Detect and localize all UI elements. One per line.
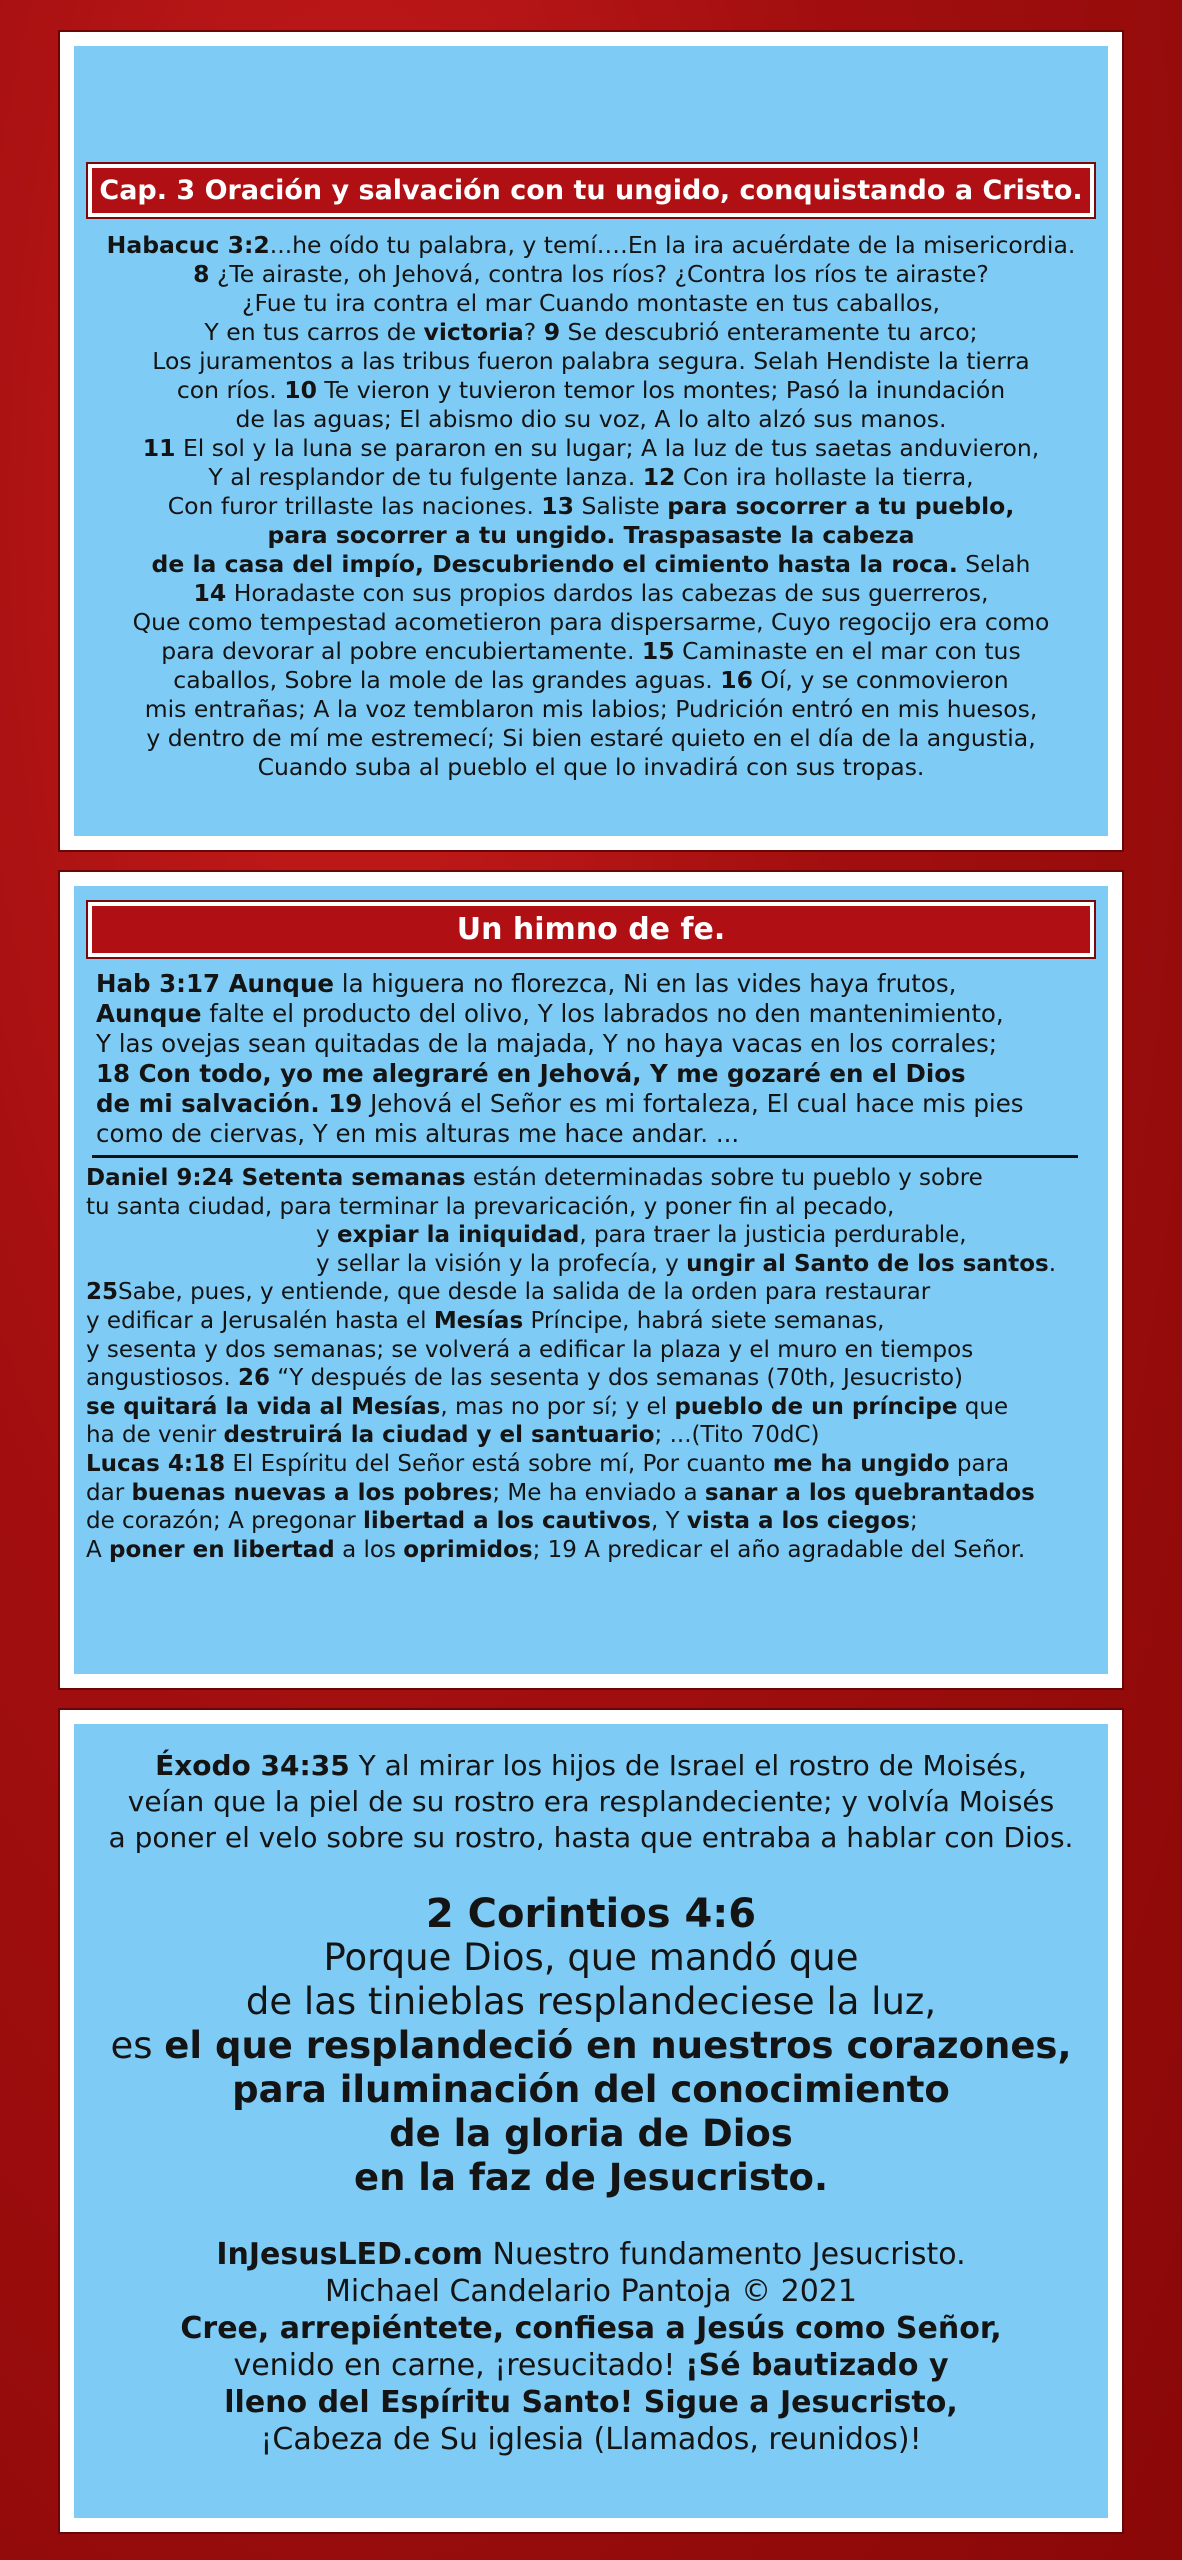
- text-span: venido en carne, ¡resucitado!: [233, 2348, 685, 2383]
- text-span: Y las ovejas sean quitadas de la majada, Y no haya vacas en los corrales;: [96, 1029, 997, 1058]
- text-line: [74, 2024, 1108, 2068]
- footer-credits: [74, 2236, 1108, 2458]
- text-line: [74, 434, 1108, 463]
- text-span: .: [1048, 1250, 1057, 1277]
- text-line: [74, 289, 1108, 318]
- daniel-lucas-verses: [86, 1164, 1108, 1564]
- habacuc-hymn-verses: [96, 969, 1108, 1149]
- chapter-banner: Cap. 3 Oración y salvación con tu ungido, conquistando a Cristo.: [88, 164, 1094, 217]
- bold-phrase: 25: [86, 1279, 119, 1306]
- bold-phrase: vista a los ciegos: [686, 1508, 910, 1535]
- text-span: Y al mirar los hijos de Israel el rostro de Moisés,: [349, 1749, 1027, 1782]
- text-line: [74, 579, 1108, 608]
- bold-phrase: ungir al Santo de los santos: [686, 1250, 1049, 1277]
- bold-phrase: 15: [641, 637, 675, 665]
- text-span: “Y después de las sesenta y dos semanas (70th, Jesucristo): [270, 1365, 964, 1392]
- text-span: Con furor trillaste las naciones.: [167, 492, 542, 520]
- text-span: , mas no por sí; y el: [440, 1393, 675, 1420]
- bold-phrase: Lucas 4:18: [86, 1450, 226, 1477]
- corintios-title: 2 Corintios 4:6: [425, 1891, 757, 1937]
- text-line: [74, 1748, 1108, 1784]
- text-span: Oí, y se conmovieron: [752, 666, 1009, 694]
- text-span: Con ira hollaste la tierra,: [675, 463, 974, 491]
- text-line: [86, 1536, 1108, 1565]
- text-line: [74, 1980, 1108, 2024]
- text-span: Michael Candelario Pantoja © 2021: [325, 2274, 857, 2309]
- text-line: [74, 521, 1108, 550]
- bold-phrase: me ha ungido: [772, 1450, 950, 1477]
- text-span: están determinadas sobre tu pueblo y sobre: [465, 1165, 983, 1191]
- bold-phrase: Hab 3:17 Aunque: [96, 969, 335, 998]
- text-span: Nuestro fundamento Jesucristo.: [483, 2237, 966, 2272]
- bold-phrase: Éxodo 34:35: [155, 1749, 350, 1782]
- bold-phrase: Daniel 9:24 Setenta semanas: [86, 1165, 466, 1191]
- corintios-verse: [74, 1892, 1108, 2200]
- bold-phrase: 11: [142, 434, 176, 462]
- text-line: [74, 1936, 1108, 1980]
- text-span: ; Me ha enviado a: [492, 1479, 705, 1506]
- bold-phrase: Mesías: [433, 1307, 524, 1334]
- text-span: ;: [910, 1508, 918, 1535]
- text-span: Se descubrió enteramente tu arco;: [560, 318, 978, 346]
- text-span: con ríos.: [176, 376, 285, 404]
- text-span: como de ciervas, Y en mis alturas me hace andar. ...: [96, 1119, 740, 1148]
- text-span: mis entrañas; A la voz temblaron mis labios; Pudrición entró en mis huesos,: [144, 695, 1038, 723]
- text-line: [74, 2068, 1108, 2112]
- bold-phrase: para socorrer a tu pueblo,: [667, 492, 1015, 520]
- bold-phrase: Aunque: [96, 999, 202, 1028]
- bold-phrase: 26: [237, 1365, 270, 1392]
- text-span: a los: [334, 1536, 404, 1563]
- text-span: y edificar a Jerusalén hasta el: [86, 1307, 434, 1334]
- bold-phrase: para iluminación del conocimiento: [232, 2068, 950, 2111]
- text-line: [86, 1221, 1108, 1250]
- text-line: [74, 376, 1108, 405]
- text-line: [74, 2347, 1108, 2384]
- text-line: [74, 492, 1108, 521]
- hymn-banner: Un himno de fe.: [88, 902, 1094, 957]
- text-span: , Y: [650, 1508, 687, 1535]
- text-span: a poner el velo sobre su rostro, hasta que entraba a hablar con Dios.: [108, 1821, 1074, 1854]
- bold-phrase: lleno del Espíritu Santo! Sigue a Jesucristo,: [224, 2385, 958, 2420]
- text-line: [86, 1336, 1108, 1365]
- verse-panel-himno: [60, 872, 1122, 1688]
- text-span: para devorar al pobre encubiertamente.: [161, 637, 642, 665]
- text-line: [74, 1820, 1108, 1856]
- text-line: [74, 695, 1108, 724]
- text-span: para: [949, 1450, 1010, 1477]
- corintios-text: [74, 1936, 1108, 2200]
- divider-line: [92, 1155, 1078, 1158]
- text-line: [86, 1193, 1108, 1222]
- bold-phrase: de la casa del impío, Descubriendo el cimiento hasta la roca.: [151, 550, 958, 578]
- text-span: ha de venir: [86, 1422, 224, 1449]
- text-span: Selah: [957, 550, 1031, 578]
- bold-phrase: destruirá la ciudad y el santuario: [223, 1422, 655, 1449]
- bold-phrase: para socorrer a tu ungido. Traspasaste la cabeza: [267, 521, 915, 549]
- bold-phrase: oprimidos: [403, 1536, 533, 1563]
- bold-phrase: 10: [284, 376, 317, 404]
- text-span: que: [957, 1393, 1009, 1420]
- text-span: caballos, Sobre la mole de las grandes aguas.: [173, 666, 721, 694]
- text-line: [74, 550, 1108, 579]
- text-line: [74, 347, 1108, 376]
- text-line: [86, 1393, 1108, 1422]
- text-line: [74, 637, 1108, 666]
- text-span: ; 19 A predicar el año agradable del Señor.: [532, 1536, 1026, 1563]
- text-span: de las tinieblas resplandeciese la luz,: [245, 1980, 937, 2023]
- text-line: [74, 666, 1108, 695]
- text-line: [74, 260, 1108, 289]
- text-span: El Espíritu del Señor está sobre mí, Por cuanto: [225, 1450, 773, 1477]
- text-span: Horadaste con sus propios dardos las cabezas de sus guerreros,: [226, 579, 989, 607]
- text-line: [74, 2273, 1108, 2310]
- bold-phrase: InJesusLED.com: [216, 2237, 484, 2272]
- bold-phrase: Cree, arrepiéntete, confiesa a Jesús como Señor,: [180, 2311, 1002, 2346]
- text-line: [86, 1364, 1108, 1393]
- bold-phrase: expiar la iniquidad: [336, 1222, 580, 1249]
- bold-phrase: de la gloria de Dios: [389, 2112, 793, 2155]
- bold-phrase: 8: [193, 260, 210, 288]
- text-span: Y al resplandor de tu fulgente lanza.: [208, 463, 643, 491]
- verse-panel-habacuc: [60, 32, 1122, 850]
- text-span: Que como tempestad acometieron para dispersarme, Cuyo regocijo era como: [132, 608, 1050, 636]
- text-span: falte el producto del olivo, Y los labrados no den mantenimiento,: [201, 999, 1004, 1028]
- text-line: [74, 318, 1108, 347]
- bold-phrase: se quitará la vida al Mesías: [86, 1393, 441, 1420]
- text-span: ?: [523, 318, 544, 346]
- bold-phrase: Habacuc 3:2: [106, 231, 270, 259]
- text-span: Jehová el Señor es mi fortaleza, El cual hace mis pies: [362, 1089, 1024, 1118]
- text-span: ¿Te airaste, oh Jehová, contra los ríos? ¿Contra los ríos te airaste?: [209, 260, 989, 288]
- text-span: veían que la piel de su rostro era resplandeciente; y volvía Moisés: [127, 1785, 1055, 1818]
- text-line: [74, 2236, 1108, 2273]
- text-span: tu santa ciudad, para terminar la prevaricación, y poner fin al pecado,: [86, 1193, 895, 1220]
- text-line: [96, 1089, 1108, 1119]
- text-line: [74, 2156, 1108, 2200]
- text-line: [86, 1421, 1108, 1450]
- bold-phrase: 9: [543, 318, 561, 346]
- text-line: [74, 405, 1108, 434]
- text-line: [86, 1507, 1108, 1536]
- bold-phrase: buenas nuevas a los pobres: [131, 1479, 493, 1506]
- text-line: [96, 969, 1108, 999]
- text-line: [96, 1059, 1108, 1089]
- text-span: y sellar la visión y la profecía, y: [316, 1250, 687, 1277]
- verse-panel-corintios: [60, 1710, 1122, 2532]
- bold-phrase: de mi salvación. 19: [96, 1089, 363, 1118]
- text-span: A: [86, 1536, 110, 1563]
- text-span: ...he oído tu palabra, y temí.…En la ira acuérdate de la misericordia.: [269, 231, 1076, 259]
- bold-phrase: 18 Con todo, yo me alegraré en Jehová, Y me gozaré en el Dios: [96, 1059, 966, 1088]
- text-line: [86, 1479, 1108, 1508]
- text-span: Caminaste en el mar con tus: [674, 637, 1021, 665]
- bold-phrase: 16: [720, 666, 753, 694]
- bold-phrase: libertad a los cautivos: [362, 1508, 651, 1535]
- text-line: [86, 1307, 1108, 1336]
- text-line: [86, 1450, 1108, 1479]
- text-line: [86, 1164, 1108, 1193]
- bold-phrase: en la faz de Jesucristo.: [353, 2156, 829, 2199]
- text-line: [74, 231, 1108, 260]
- bold-phrase: 12: [642, 463, 676, 491]
- text-span: angustiosos.: [86, 1365, 238, 1392]
- text-span: de las aguas; El abismo dio su voz, A lo alto alzó sus manos.: [235, 405, 947, 433]
- text-span: Te vieron y tuvieron temor los montes; Pasó la inundación: [316, 376, 1006, 404]
- bold-phrase: victoria: [423, 318, 524, 346]
- text-span: , para traer la justicia perdurable,: [579, 1222, 967, 1249]
- bold-phrase: pueblo de un príncipe: [674, 1393, 958, 1420]
- text-line: [74, 2384, 1108, 2421]
- text-line: [74, 463, 1108, 492]
- text-line: [74, 753, 1108, 782]
- text-span: ¡Cabeza de Su iglesia (Llamados, reunidos)!: [260, 2422, 922, 2457]
- text-span: ; ...(Tito 70dC): [654, 1422, 820, 1449]
- text-span: Y en tus carros de: [204, 318, 424, 346]
- text-span: Sabe, pues, y entiende, que desde la salida de la orden para restaurar: [118, 1279, 931, 1306]
- text-line: [74, 2310, 1108, 2347]
- exodo-verse: [74, 1748, 1108, 1856]
- text-span: Porque Dios, que mandó que: [323, 1936, 859, 1979]
- text-span: y: [316, 1222, 337, 1249]
- text-line: [96, 999, 1108, 1029]
- text-line: [74, 724, 1108, 753]
- text-span: ¿Fue tu ira contra el mar Cuando montaste en tus caballos,: [242, 289, 940, 317]
- text-span: El sol y la luna se pararon en su lugar; A la luz de tus saetas anduvieron,: [175, 434, 1040, 462]
- habacuc-verses: [74, 231, 1108, 782]
- text-line: [96, 1029, 1108, 1059]
- text-span: dar: [86, 1479, 132, 1506]
- text-span: Cuando suba al pueblo el que lo invadirá con sus tropas.: [257, 753, 925, 781]
- bold-phrase: el que resplandeció en nuestros corazones,: [164, 2024, 1072, 2067]
- text-span: la higuera no florezca, Ni en las vides haya frutos,: [334, 969, 957, 998]
- bold-phrase: 13: [541, 492, 574, 520]
- text-span: es: [110, 2024, 165, 2067]
- text-span: Los juramentos a las tribus fueron palabra segura. Selah Hendiste la tierra: [152, 347, 1030, 375]
- bold-phrase: ¡Sé bautizado y: [684, 2348, 949, 2383]
- text-line: [74, 1784, 1108, 1820]
- text-span: y dentro de mí me estremecí; Si bien estaré quieto en el día de la angustia,: [146, 724, 1036, 752]
- bold-phrase: 14: [193, 579, 227, 607]
- text-line: [74, 608, 1108, 637]
- text-span: de corazón; A pregonar: [86, 1508, 363, 1535]
- bold-phrase: sanar a los quebrantados: [704, 1479, 1035, 1506]
- bold-phrase: poner en libertad: [109, 1536, 335, 1563]
- text-line: [96, 1119, 1108, 1149]
- text-line: [74, 2421, 1108, 2458]
- text-line: [86, 1250, 1108, 1279]
- text-span: Príncipe, habrá siete semanas,: [523, 1307, 885, 1334]
- text-line: [74, 2112, 1108, 2156]
- text-span: Saliste: [573, 492, 668, 520]
- text-span: y sesenta y dos semanas; se volverá a edificar la plaza y el muro en tiempos: [86, 1336, 974, 1363]
- text-line: [86, 1278, 1108, 1307]
